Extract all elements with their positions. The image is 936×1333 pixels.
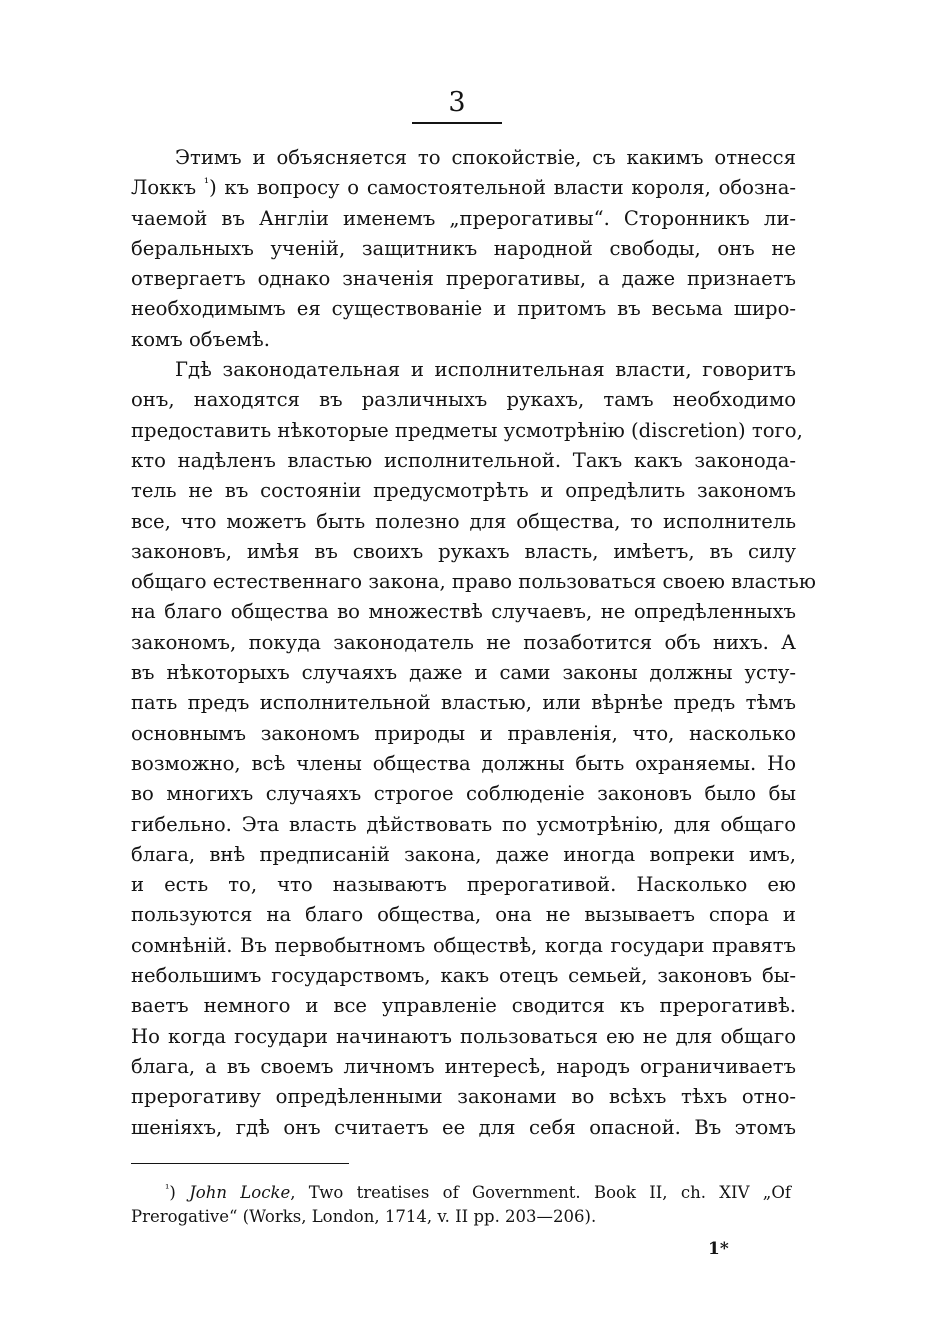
text-line: беральныхъ ученій, защитникъ народной свободы, онъ не <box>131 236 796 260</box>
text-line <box>131 173 796 203</box>
footnote-rule <box>131 1163 349 1164</box>
text-line: во многихъ случаяхъ строгое соблюденіе законовъ было бы <box>131 782 796 806</box>
footnote-marker: ¹ <box>165 1182 170 1195</box>
text-line: все, что можетъ быть полезно для общества, то исполнитель <box>131 509 796 533</box>
text-line: прерогативу опредѣленными законами во всѣхъ тѣхъ отно- <box>131 1085 796 1109</box>
footnote-author: John Locke <box>189 1183 291 1202</box>
text-line: пользуются на благо общества, она не вызываетъ спора и <box>131 903 796 927</box>
text-line: основнымъ закономъ природы и правленія, что, насколько <box>131 721 796 745</box>
text-line: ваетъ немного и все управленіе сводится къ прерогативѣ. <box>131 994 796 1018</box>
text-line: гибельно. Эта власть дѣйствовать по усмотрѣнію, для общаго <box>131 812 796 836</box>
text-line: предоставить нѣкоторые предметы усмотрѣнію (discretion) того, <box>131 418 803 442</box>
text-line: онъ, находятся въ различныхъ рукахъ, тамъ необходимо <box>131 388 796 412</box>
footnote-citation: , Two treatises of Government. Book II, ch. XIV „Of <box>290 1183 791 1202</box>
footnote-line: Prerogative“ (Works, London, 1714, v. II pp. 203—206). <box>131 1207 597 1226</box>
text-line: блага, а въ своемъ личномъ интересѣ, народъ ограничиваетъ <box>131 1054 796 1078</box>
author-name: Локкъ <box>131 176 197 200</box>
text-line: шеніяхъ, гдѣ онъ считаетъ ее для себя опасной. Въ этомъ <box>131 1115 796 1139</box>
text-line: отвергаетъ однако значенія прерогативы, а даже признаетъ <box>131 267 796 291</box>
body-text <box>131 143 816 1143</box>
text-line: закономъ, покуда законодатель не позаботится объ нихъ. А <box>131 630 796 654</box>
text-line: Но когда государи начинаютъ пользоваться ею не для общаго <box>131 1024 796 1048</box>
text-line: блага, внѣ предписаній закона, даже иногда вопреки имъ, <box>131 842 796 866</box>
text-line: возможно, всѣ члены общества должны быть охраняемы. Но <box>131 751 796 775</box>
text-line-rest: ) къ вопросу о самостоятельной власти короля, обозна- <box>209 176 797 200</box>
footnote-paren: ) <box>169 1183 190 1202</box>
text-line: въ нѣкоторыхъ случаяхъ даже и сами законы должны усту- <box>131 661 796 685</box>
text-line: Гдѣ законодательная и исполнительная власти, говоритъ <box>175 358 796 382</box>
text-line: чаемой въ Англіи именемъ „прерогативы“. Сторонникъ ли- <box>131 206 796 230</box>
footnote-reference: ¹ <box>203 176 210 192</box>
text-line: комъ объемѣ. <box>131 327 270 351</box>
text-line: и есть то, что называютъ прерогативой. Насколько ею <box>131 873 796 897</box>
footnote-line <box>131 1181 791 1205</box>
text-line: пать предъ исполнительной властью, или вѣрнѣе предъ тѣмъ <box>131 691 796 715</box>
text-line: необходимымъ ея существованіе и притомъ въ весьма широ- <box>131 297 796 321</box>
text-line: сомнѣній. Въ первобытномъ обществѣ, когда государи правятъ <box>131 933 796 957</box>
page-number-rule <box>412 122 502 124</box>
page-number: 3 <box>448 87 466 118</box>
text-line: кто надѣленъ властью исполнительной. Такъ какъ законода- <box>131 448 796 472</box>
text-line: общаго естественнаго закона, право пользоваться своею властью <box>131 570 816 594</box>
text-line: небольшимъ государствомъ, какъ отецъ семьей, законовъ бы- <box>131 964 796 988</box>
signature-mark: 1* <box>708 1239 729 1259</box>
text-line: на благо общества во множествѣ случаевъ, не опредѣленныхъ <box>131 600 796 624</box>
text-line: тель не въ состояніи предусмотрѣть и опредѣлить закономъ <box>131 479 796 503</box>
text-line: законовъ, имѣя въ своихъ рукахъ власть, имѣетъ, въ силу <box>131 539 796 563</box>
footnote <box>131 1181 791 1229</box>
text-line: Этимъ и объясняется то спокойствіе, съ какимъ отнесся <box>175 146 796 169</box>
